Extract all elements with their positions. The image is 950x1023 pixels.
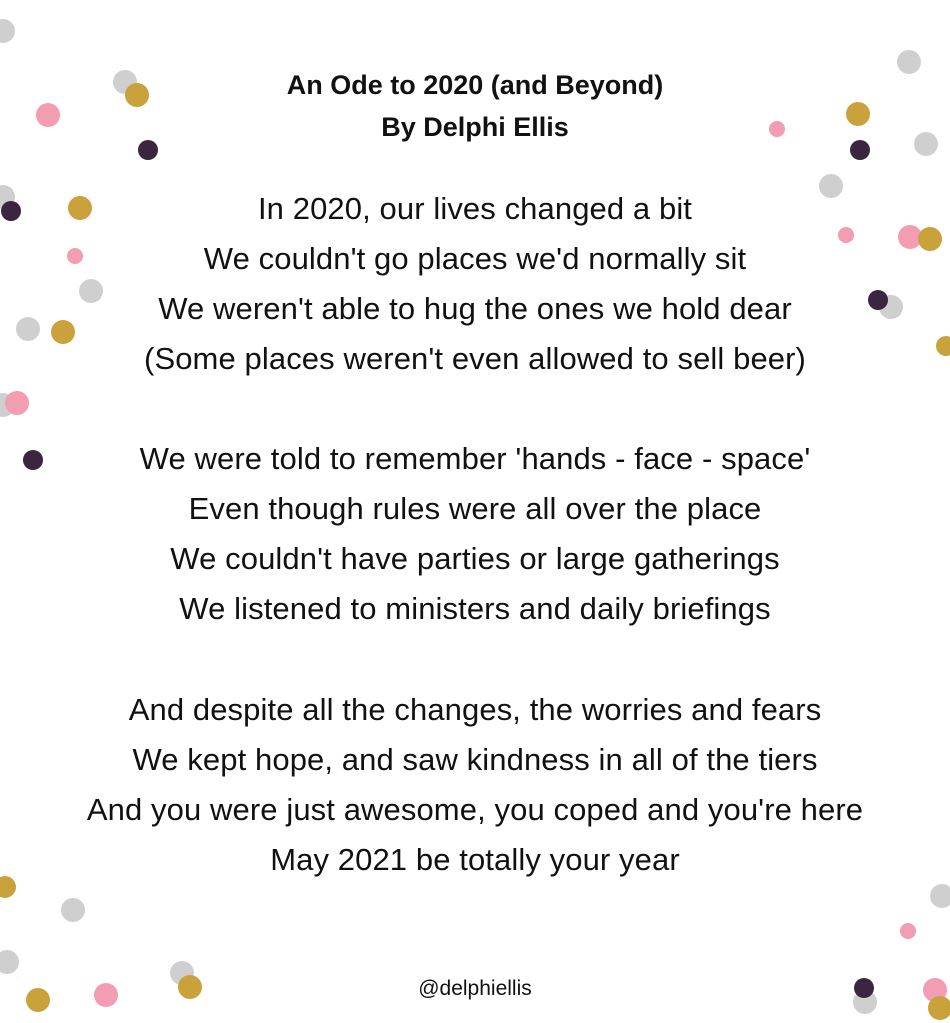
- poem-line: And despite all the changes, the worries and fears: [128, 692, 822, 727]
- poem-line: We were told to remember 'hands - face - space': [139, 441, 811, 476]
- poem-line: And you were just awesome, you coped and you're here: [86, 792, 864, 827]
- stanza-2: [0, 434, 950, 634]
- confetti-dot: [0, 950, 19, 974]
- poem-title: An Ode to 2020 (and Beyond): [286, 70, 664, 100]
- poem-line: In 2020, our lives changed a bit: [257, 191, 693, 226]
- poem-line: May 2021 be totally your year: [270, 842, 680, 877]
- confetti-dot: [900, 923, 916, 939]
- social-handle: @delphiellis: [418, 977, 532, 1000]
- stanza-3: [0, 685, 950, 885]
- poem-line: We listened to ministers and daily briefings: [179, 591, 771, 626]
- poem-line: (Some places weren't even allowed to sell beer): [144, 341, 806, 376]
- stanza-1: [0, 184, 950, 384]
- confetti-dot: [0, 19, 15, 43]
- poem-line: We weren't able to hug the ones we hold dear: [158, 291, 792, 326]
- confetti-dot: [930, 884, 950, 908]
- confetti-dot: [61, 898, 85, 922]
- confetti-dot: [5, 391, 29, 415]
- poem-line: Even though rules were all over the place: [188, 491, 762, 526]
- poem-line: We couldn't go places we'd normally sit: [203, 241, 747, 276]
- poem-line: We couldn't have parties or large gatherings: [170, 541, 780, 576]
- poem-heading: [0, 64, 950, 148]
- poem-line: We kept hope, and saw kindness in all of the tiers: [132, 742, 818, 777]
- poem-byline: By Delphi Ellis: [381, 112, 569, 142]
